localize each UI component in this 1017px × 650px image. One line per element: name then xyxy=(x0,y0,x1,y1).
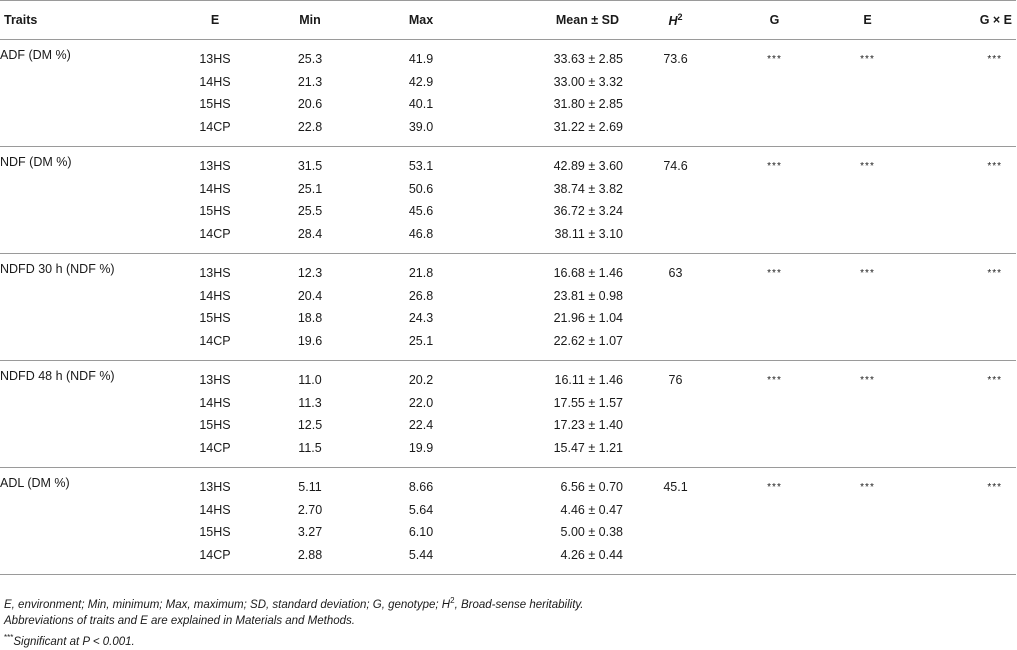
environment-cell: 13HS xyxy=(199,373,231,388)
mean-sd-cell: 33.00 ± 3.32 xyxy=(553,74,623,89)
min-cell: 31.5 xyxy=(297,159,323,174)
environment-cell: 15HS xyxy=(199,311,231,326)
environment-cell: 14HS xyxy=(199,502,231,517)
footnote-abbreviations xyxy=(4,593,583,613)
min-cell: 25.3 xyxy=(297,52,323,67)
trait-name xyxy=(0,285,175,308)
mean-sd-cell: 42.89 ± 3.60 xyxy=(553,159,623,174)
mean-sd-cell: 23.81 ± 0.98 xyxy=(553,288,623,303)
footnote-line1-b: , Broad-sense heritability. xyxy=(454,598,584,611)
environment-significance: *** xyxy=(860,481,875,493)
environment-significance xyxy=(821,521,914,544)
environment-significance xyxy=(821,71,914,94)
environment-cell: 14HS xyxy=(199,181,231,196)
mean-sd-cell: 31.22 ± 2.69 xyxy=(553,119,623,134)
genotype-significance: *** xyxy=(767,160,782,172)
trait-name xyxy=(0,71,175,94)
min-cell: 25.1 xyxy=(297,181,323,196)
environment-cell: 14CP xyxy=(199,226,231,241)
table-row xyxy=(0,200,1016,223)
min-cell: 25.5 xyxy=(297,204,323,219)
gxe-significance: *** xyxy=(987,267,1002,279)
header-row xyxy=(0,1,1016,40)
environment-significance xyxy=(821,93,914,116)
environment-significance xyxy=(821,200,914,223)
trait-name xyxy=(0,178,175,201)
header-heritability xyxy=(623,1,728,40)
mean-sd-cell: 38.74 ± 3.82 xyxy=(553,181,623,196)
gxe-significance xyxy=(914,521,1016,544)
min-cell: 22.8 xyxy=(297,119,323,134)
environment-cell: 14CP xyxy=(199,119,231,134)
environment-significance xyxy=(821,330,914,361)
genotype-significance xyxy=(728,330,821,361)
trait-name: NDFD 48 h (NDF %) xyxy=(0,369,115,383)
table-row xyxy=(0,93,1016,116)
header-gxe: G × E xyxy=(914,1,1016,40)
table-row xyxy=(0,437,1016,468)
mean-sd-cell: 16.11 ± 1.46 xyxy=(554,373,623,388)
mean-sd-cell: 21.96 ± 1.04 xyxy=(553,311,623,326)
max-cell: 42.9 xyxy=(408,74,434,89)
table-row xyxy=(0,414,1016,437)
table-row xyxy=(0,330,1016,361)
heritability-cell xyxy=(623,223,728,254)
min-cell: 20.4 xyxy=(297,288,323,303)
trait-name xyxy=(0,116,175,147)
header-min: Min xyxy=(255,1,365,40)
footnote-line1-sup: 2 xyxy=(450,596,455,605)
max-cell: 24.3 xyxy=(408,311,434,326)
header-environment: E xyxy=(175,1,255,40)
heritability-cell xyxy=(623,285,728,308)
gxe-significance xyxy=(914,71,1016,94)
header-mean-sd: Mean ± SD xyxy=(477,1,623,40)
heritability-cell: 76 xyxy=(668,373,683,388)
gxe-significance: *** xyxy=(987,481,1002,493)
header-max: Max xyxy=(365,1,477,40)
table-row xyxy=(0,499,1016,522)
header-env-effect: E xyxy=(821,1,914,40)
min-cell: 18.8 xyxy=(297,311,323,326)
table-row xyxy=(0,392,1016,415)
trait-group xyxy=(0,361,1016,468)
header-genotype: G xyxy=(728,1,821,40)
heritability-cell xyxy=(623,437,728,468)
footnote-methods: Abbreviations of traits and E are explained in Materials and Methods. xyxy=(4,615,355,628)
mean-sd-cell: 4.46 ± 0.47 xyxy=(560,502,623,517)
genotype-significance xyxy=(728,499,821,522)
environment-significance: *** xyxy=(860,374,875,386)
environment-significance xyxy=(821,544,914,575)
mean-sd-cell: 15.47 ± 1.21 xyxy=(553,440,623,455)
max-cell: 41.9 xyxy=(408,52,434,67)
table-row xyxy=(0,223,1016,254)
max-cell: 6.10 xyxy=(408,525,434,540)
gxe-significance: *** xyxy=(987,374,1002,386)
trait-name: NDFD 30 h (NDF %) xyxy=(0,262,115,276)
table-footnotes xyxy=(4,593,583,650)
min-cell: 20.6 xyxy=(297,97,323,112)
heritability-cell: 45.1 xyxy=(663,480,688,495)
heritability-cell: 74.6 xyxy=(663,159,688,174)
environment-significance: *** xyxy=(860,53,875,65)
max-cell: 45.6 xyxy=(408,204,434,219)
mean-sd-cell: 17.55 ± 1.57 xyxy=(553,395,623,410)
gxe-significance xyxy=(914,437,1016,468)
trait-name xyxy=(0,544,175,575)
trait-name xyxy=(0,521,175,544)
max-cell: 20.2 xyxy=(408,373,434,388)
min-cell: 12.5 xyxy=(297,418,323,433)
gxe-significance xyxy=(914,93,1016,116)
heritability-cell xyxy=(623,544,728,575)
heritability-cell xyxy=(623,521,728,544)
heritability-cell xyxy=(623,414,728,437)
heritability-cell: 73.6 xyxy=(663,52,688,67)
gxe-significance xyxy=(914,392,1016,415)
environment-cell: 14HS xyxy=(199,395,231,410)
trait-name: NDF (DM %) xyxy=(0,155,72,169)
environment-significance: *** xyxy=(860,160,875,172)
genotype-significance: *** xyxy=(767,374,782,386)
max-cell: 8.66 xyxy=(408,480,434,495)
table-row xyxy=(0,178,1016,201)
gxe-significance xyxy=(914,200,1016,223)
min-cell: 2.70 xyxy=(297,502,323,517)
trait-group xyxy=(0,147,1016,254)
max-cell: 50.6 xyxy=(408,181,434,196)
mean-sd-cell: 36.72 ± 3.24 xyxy=(553,204,623,219)
heritability-cell xyxy=(623,392,728,415)
environment-cell: 13HS xyxy=(199,159,231,174)
heritability-cell xyxy=(623,499,728,522)
trait-name xyxy=(0,223,175,254)
table-row xyxy=(0,147,1016,178)
environment-cell: 14CP xyxy=(199,547,231,562)
footnote-line3-sup: *** xyxy=(4,632,14,642)
heritability-cell xyxy=(623,307,728,330)
genotype-significance xyxy=(728,71,821,94)
max-cell: 5.44 xyxy=(408,547,434,562)
genotype-significance xyxy=(728,544,821,575)
footnote-line1-a: E, environment; Min, minimum; Max, maximum; SD, standard deviation; G, genotype; H xyxy=(4,598,451,611)
mean-sd-cell: 4.26 ± 0.44 xyxy=(560,547,623,562)
genotype-significance xyxy=(728,223,821,254)
mean-sd-cell: 31.80 ± 2.85 xyxy=(553,97,623,112)
min-cell: 11.5 xyxy=(298,440,322,455)
environment-cell: 15HS xyxy=(199,97,231,112)
environment-significance: *** xyxy=(860,267,875,279)
heritability-cell xyxy=(623,71,728,94)
environment-significance xyxy=(821,392,914,415)
environment-cell: 15HS xyxy=(199,525,231,540)
trait-name: ADL (DM %) xyxy=(0,476,70,490)
min-cell: 3.27 xyxy=(297,525,323,540)
max-cell: 19.9 xyxy=(408,440,434,455)
gxe-significance xyxy=(914,285,1016,308)
heritability-cell xyxy=(623,178,728,201)
table-row xyxy=(0,116,1016,147)
environment-cell: 15HS xyxy=(199,418,231,433)
gxe-significance xyxy=(914,414,1016,437)
table-row xyxy=(0,40,1016,71)
table-row xyxy=(0,307,1016,330)
min-cell: 11.3 xyxy=(298,395,322,410)
min-cell: 19.6 xyxy=(297,333,323,348)
max-cell: 26.8 xyxy=(408,288,434,303)
table-row xyxy=(0,71,1016,94)
environment-significance xyxy=(821,178,914,201)
trait-name xyxy=(0,200,175,223)
trait-name xyxy=(0,499,175,522)
header-h2-sup: 2 xyxy=(677,11,683,22)
gxe-significance xyxy=(914,544,1016,575)
heritability-cell xyxy=(623,93,728,116)
gxe-significance xyxy=(914,223,1016,254)
table-row xyxy=(0,285,1016,308)
environment-cell: 13HS xyxy=(199,480,231,495)
mean-sd-cell: 33.63 ± 2.85 xyxy=(553,52,623,67)
mean-sd-cell: 17.23 ± 1.40 xyxy=(553,418,623,433)
trait-name xyxy=(0,330,175,361)
trait-name xyxy=(0,307,175,330)
min-cell: 28.4 xyxy=(297,226,323,241)
header-h2-base: H xyxy=(668,14,678,29)
max-cell: 53.1 xyxy=(408,159,434,174)
table-row xyxy=(0,468,1016,499)
trait-name xyxy=(0,392,175,415)
trait-name xyxy=(0,414,175,437)
trait-group xyxy=(0,468,1016,575)
max-cell: 22.0 xyxy=(408,395,434,410)
genotype-significance xyxy=(728,93,821,116)
environment-significance xyxy=(821,223,914,254)
trait-group xyxy=(0,40,1016,147)
environment-cell: 15HS xyxy=(199,204,231,219)
mean-sd-cell: 16.68 ± 1.46 xyxy=(553,266,623,281)
max-cell: 40.1 xyxy=(408,97,434,112)
genotype-significance xyxy=(728,392,821,415)
table-row xyxy=(0,544,1016,575)
environment-cell: 13HS xyxy=(199,52,231,67)
environment-significance xyxy=(821,437,914,468)
environment-significance xyxy=(821,414,914,437)
max-cell: 39.0 xyxy=(408,119,434,134)
environment-significance xyxy=(821,116,914,147)
min-cell: 12.3 xyxy=(297,266,323,281)
trait-group xyxy=(0,254,1016,361)
heritability-cell xyxy=(623,116,728,147)
environment-significance xyxy=(821,307,914,330)
genotype-significance: *** xyxy=(767,267,782,279)
gxe-significance xyxy=(914,499,1016,522)
mean-sd-cell: 5.00 ± 0.38 xyxy=(560,525,623,540)
environment-cell: 14HS xyxy=(199,74,231,89)
trait-name xyxy=(0,437,175,468)
min-cell: 21.3 xyxy=(297,74,323,89)
environment-significance xyxy=(821,285,914,308)
mean-sd-cell: 38.11 ± 3.10 xyxy=(554,226,623,241)
max-cell: 22.4 xyxy=(408,418,434,433)
genotype-significance xyxy=(728,116,821,147)
min-cell: 5.11 xyxy=(298,480,322,495)
gxe-significance xyxy=(914,307,1016,330)
environment-cell: 13HS xyxy=(199,266,231,281)
heritability-cell xyxy=(623,330,728,361)
trait-name xyxy=(0,93,175,116)
min-cell: 2.88 xyxy=(297,547,323,562)
trait-name: ADF (DM %) xyxy=(0,48,71,62)
genotype-significance: *** xyxy=(767,53,782,65)
gxe-significance xyxy=(914,116,1016,147)
environment-significance xyxy=(821,499,914,522)
heritability-cell: 63 xyxy=(668,266,683,281)
max-cell: 21.8 xyxy=(408,266,434,281)
gxe-significance xyxy=(914,330,1016,361)
table-row xyxy=(0,521,1016,544)
mean-sd-cell: 6.56 ± 0.70 xyxy=(560,480,623,495)
table-header xyxy=(0,1,1016,40)
max-cell: 25.1 xyxy=(408,333,434,348)
genotype-significance: *** xyxy=(767,481,782,493)
environment-cell: 14CP xyxy=(199,333,231,348)
gxe-significance: *** xyxy=(987,160,1002,172)
table-row xyxy=(0,361,1016,392)
genotype-significance xyxy=(728,200,821,223)
gxe-significance: *** xyxy=(987,53,1002,65)
genotype-significance xyxy=(728,178,821,201)
max-cell: 5.64 xyxy=(408,502,434,517)
max-cell: 46.8 xyxy=(408,226,434,241)
genotype-significance xyxy=(728,521,821,544)
genotype-significance xyxy=(728,307,821,330)
min-cell: 11.0 xyxy=(298,373,322,388)
mean-sd-cell: 22.62 ± 1.07 xyxy=(553,333,623,348)
genotype-significance xyxy=(728,285,821,308)
gxe-significance xyxy=(914,178,1016,201)
environment-cell: 14HS xyxy=(199,288,231,303)
heritability-cell xyxy=(623,200,728,223)
genotype-significance xyxy=(728,414,821,437)
genotype-significance xyxy=(728,437,821,468)
header-traits: Traits xyxy=(0,1,175,40)
footnote-significance xyxy=(4,630,583,650)
environment-cell: 14CP xyxy=(199,440,231,455)
footnote-line3: Significant at P < 0.001. xyxy=(13,635,135,648)
table-row xyxy=(0,254,1016,285)
